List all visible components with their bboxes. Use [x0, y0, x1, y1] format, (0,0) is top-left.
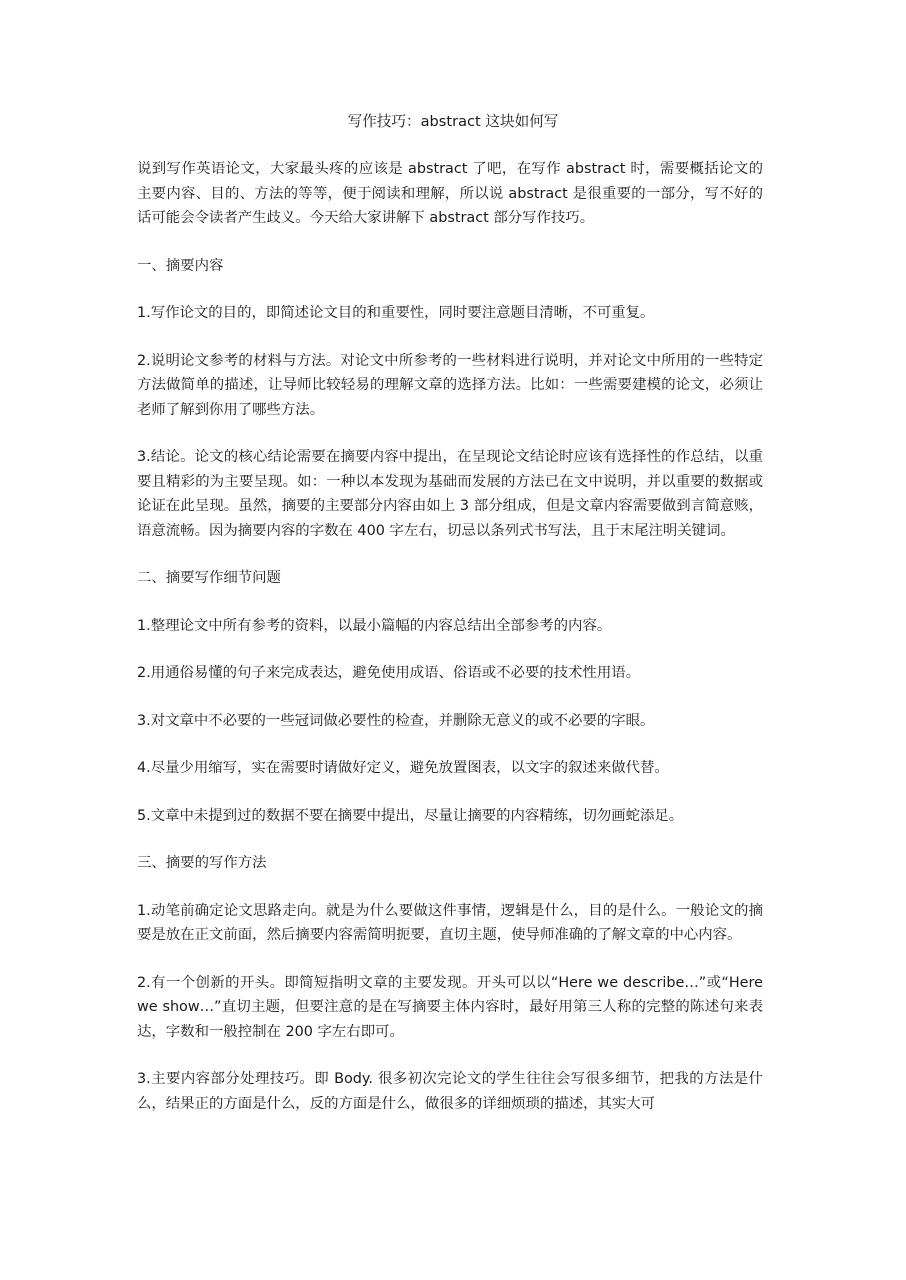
section-2-item-1: 1.整理论文中所有参考的资料，以最小篇幅的内容总结出全部参考的内容。 [137, 617, 612, 634]
section-heading-1: 一、摘要内容 [137, 257, 224, 274]
section-2-item-4: 4.尽量少用缩写，实在需要时请做好定义，避免放置图表，以文字的叙述来做代替。 [137, 760, 669, 776]
intro-paragraph: 说到写作英语论文，大家最头疼的应该是 abstract 了吧，在写作 abstract 时，需要概括论文的主要内容、目的、方法的等等，便于阅读和理解，所以说 abstract 是很重要的一部分，写不好的话可能会令读者产生歧义。今天给大家讲解下 abstract 部分写作技巧。 [137, 161, 763, 226]
document-body [137, 157, 763, 1116]
section-2-item-5: 5.文章中未提到过的数据不要在摘要中提出，尽量让摘要的内容精练，切勿画蛇添足。 [137, 807, 684, 824]
section-3-item-3: 3.主要内容部分处理技巧。即 Body. 很多初次完论文的学生往往会写很多细节，把我的方法是什么，结果正的方面是什么，反的方面是什么，做很多的详细烦琐的描述，其实大可 [137, 1071, 763, 1112]
section-3-item-2: 2.有一个创新的开头。即简短指明文章的主要发现。开头可以以“Here we describe…”或“Here we show…”直切主题，但要注意的是在写摘要主体内容时，最好用第三人称的完整的陈述句来表达，字数和一般控制在 200 字左右即可。 [137, 974, 763, 1040]
section-heading-3: 三、摘要的写作方法 [137, 855, 267, 871]
document-title: 写作技巧：abstract 这块如何写 [347, 113, 559, 130]
section-2-item-3: 3.对文章中不必要的一些冠词做必要性的检查，并删除无意义的或不必要的字眼。 [137, 712, 655, 729]
section-1-item-1: 1.写作论文的目的，即简述论文目的和重要性，同时要注意题目清晰，不可重复。 [137, 305, 655, 321]
section-1-item-2: 2.说明论文参考的材料与方法。对论文中所参考的一些材料进行说明，并对论文中所用的一些特定方法做简单的描述，让导师比较轻易的理解文章的选择方法。比如：一些需要建模的论文，必须让老师了解到你用了哪些方法。 [137, 352, 763, 418]
section-heading-2: 二、摘要写作细节问题 [137, 570, 281, 586]
section-1-item-3: 3.结论。论文的核心结论需要在摘要内容中提出，在呈现论文结论时应该有选择性的作总结，以重要且精彩的为主要呈现。如：一种以本发现为基础而发展的方法已在文中说明，并以重要的数据或论证在此呈现。虽然，摘要的主要部分内容由如上 3 部分组成，但是文章内容需要做到言简意赅，语意流畅。因为摘要内容的字数在 400 字左右，切忌以条列式书写法，且于末尾注明关键词。 [137, 449, 763, 539]
section-3-item-1: 1.动笔前确定论文思路走向。就是为什么要做这件事情，逻辑是什么，目的是什么。一般论文的摘要是放在正文前面，然后摘要内容需简明扼要，直切主题，使导师准确的了解文章的中心内容。 [137, 902, 763, 943]
section-2-item-2: 2.用通俗易懂的句子来完成表达，避免使用成语、俗语或不必要的技术性用语。 [137, 665, 641, 681]
